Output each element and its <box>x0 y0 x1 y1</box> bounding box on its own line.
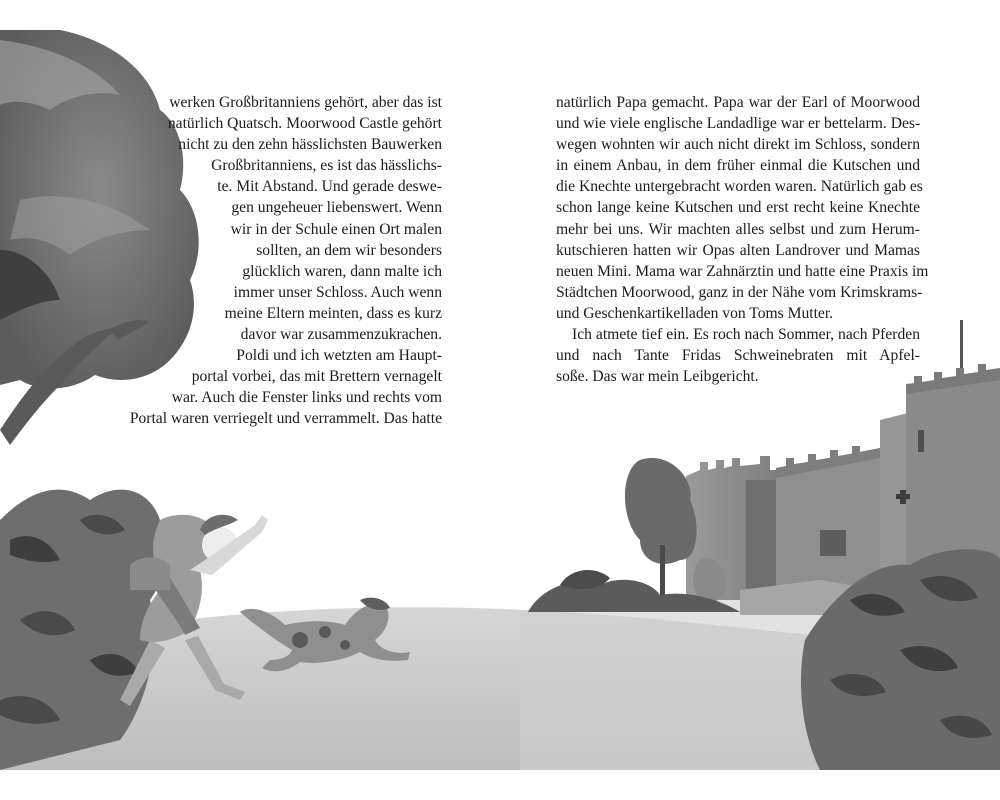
text-line: gen ungeheuer liebenswert. Wenn <box>231 199 442 217</box>
text-line: in einem Anbau, in dem früher einmal die Kutschen und <box>556 157 920 175</box>
text-line: natürlich Papa gemacht. Papa war der Earl of Moorwood <box>556 94 920 111</box>
text-line: davor war zusammenzukrachen. <box>240 326 442 344</box>
text-line: Großbritanniens, es ist das hässlichs- <box>211 157 442 175</box>
text-line: schon lange keine Kutschen und erst recht keine Knechte <box>556 199 920 217</box>
text-line: mehr bei uns. Wir machten alles selbst und zum Herum- <box>556 220 920 238</box>
text-line: werken Großbritanniens gehört, aber das ist <box>169 94 442 111</box>
page-right-text <box>556 92 929 387</box>
text-line: wir in der Schule einen Ort malen <box>230 220 442 238</box>
text-line: war. Auch die Fenster links und rechts vom <box>171 389 442 407</box>
text-line: und wie viele englische Landadlige war er bettelarm. Des- <box>556 115 921 133</box>
text-line: die Knechte untergebracht worden waren. Natürlich gab es <box>556 178 923 196</box>
text-line: kutschieren hatten wir Opas alten Landrover und Mamas <box>556 241 920 259</box>
text-line: und nach Tante Fridas Schweinebraten mit Apfel- <box>556 347 920 365</box>
text-line: portal vorbei, das mit Brettern vernagelt <box>191 368 442 386</box>
text-line: neuen Mini. Mama war Zahnärztin und hatte eine Praxis im <box>556 262 929 280</box>
page-bottom-margin <box>0 770 1000 800</box>
text-line: meine Eltern meinten, dass es kurz <box>224 304 442 322</box>
text-line: glücklich waren, dann malte ich <box>242 262 442 280</box>
text-line: te. Mit Abstand. Und gerade deswe- <box>217 178 442 196</box>
text-line: natürlich Quatsch. Moorwood Castle gehört <box>167 115 442 133</box>
text-line: sollten, an dem wir besonders <box>256 241 442 259</box>
text-line: und Geschenkartikelladen von Toms Mutter. <box>556 304 834 322</box>
text-line: Poldi und ich wetzten am Haupt- <box>236 347 442 365</box>
text-line: immer unser Schloss. Auch wenn <box>233 283 442 301</box>
text-line: wegen wohnten wir auch nicht direkt im Schloss, sondern <box>556 136 920 154</box>
text-line: nicht zu den zehn hässlichsten Bauwerken <box>178 136 442 154</box>
text-line: Städtchen Moorwood, ganz in der Nähe vom Krimskrams- <box>556 283 923 301</box>
page-left-text <box>120 92 442 430</box>
text-line: Ich atmete tief ein. Es roch nach Sommer, nach Pferden <box>572 326 920 344</box>
text-line: soße. Das war mein Leibgericht. <box>556 368 759 386</box>
text-line: Portal waren verriegelt und verrammelt. Das hatte <box>129 410 442 428</box>
